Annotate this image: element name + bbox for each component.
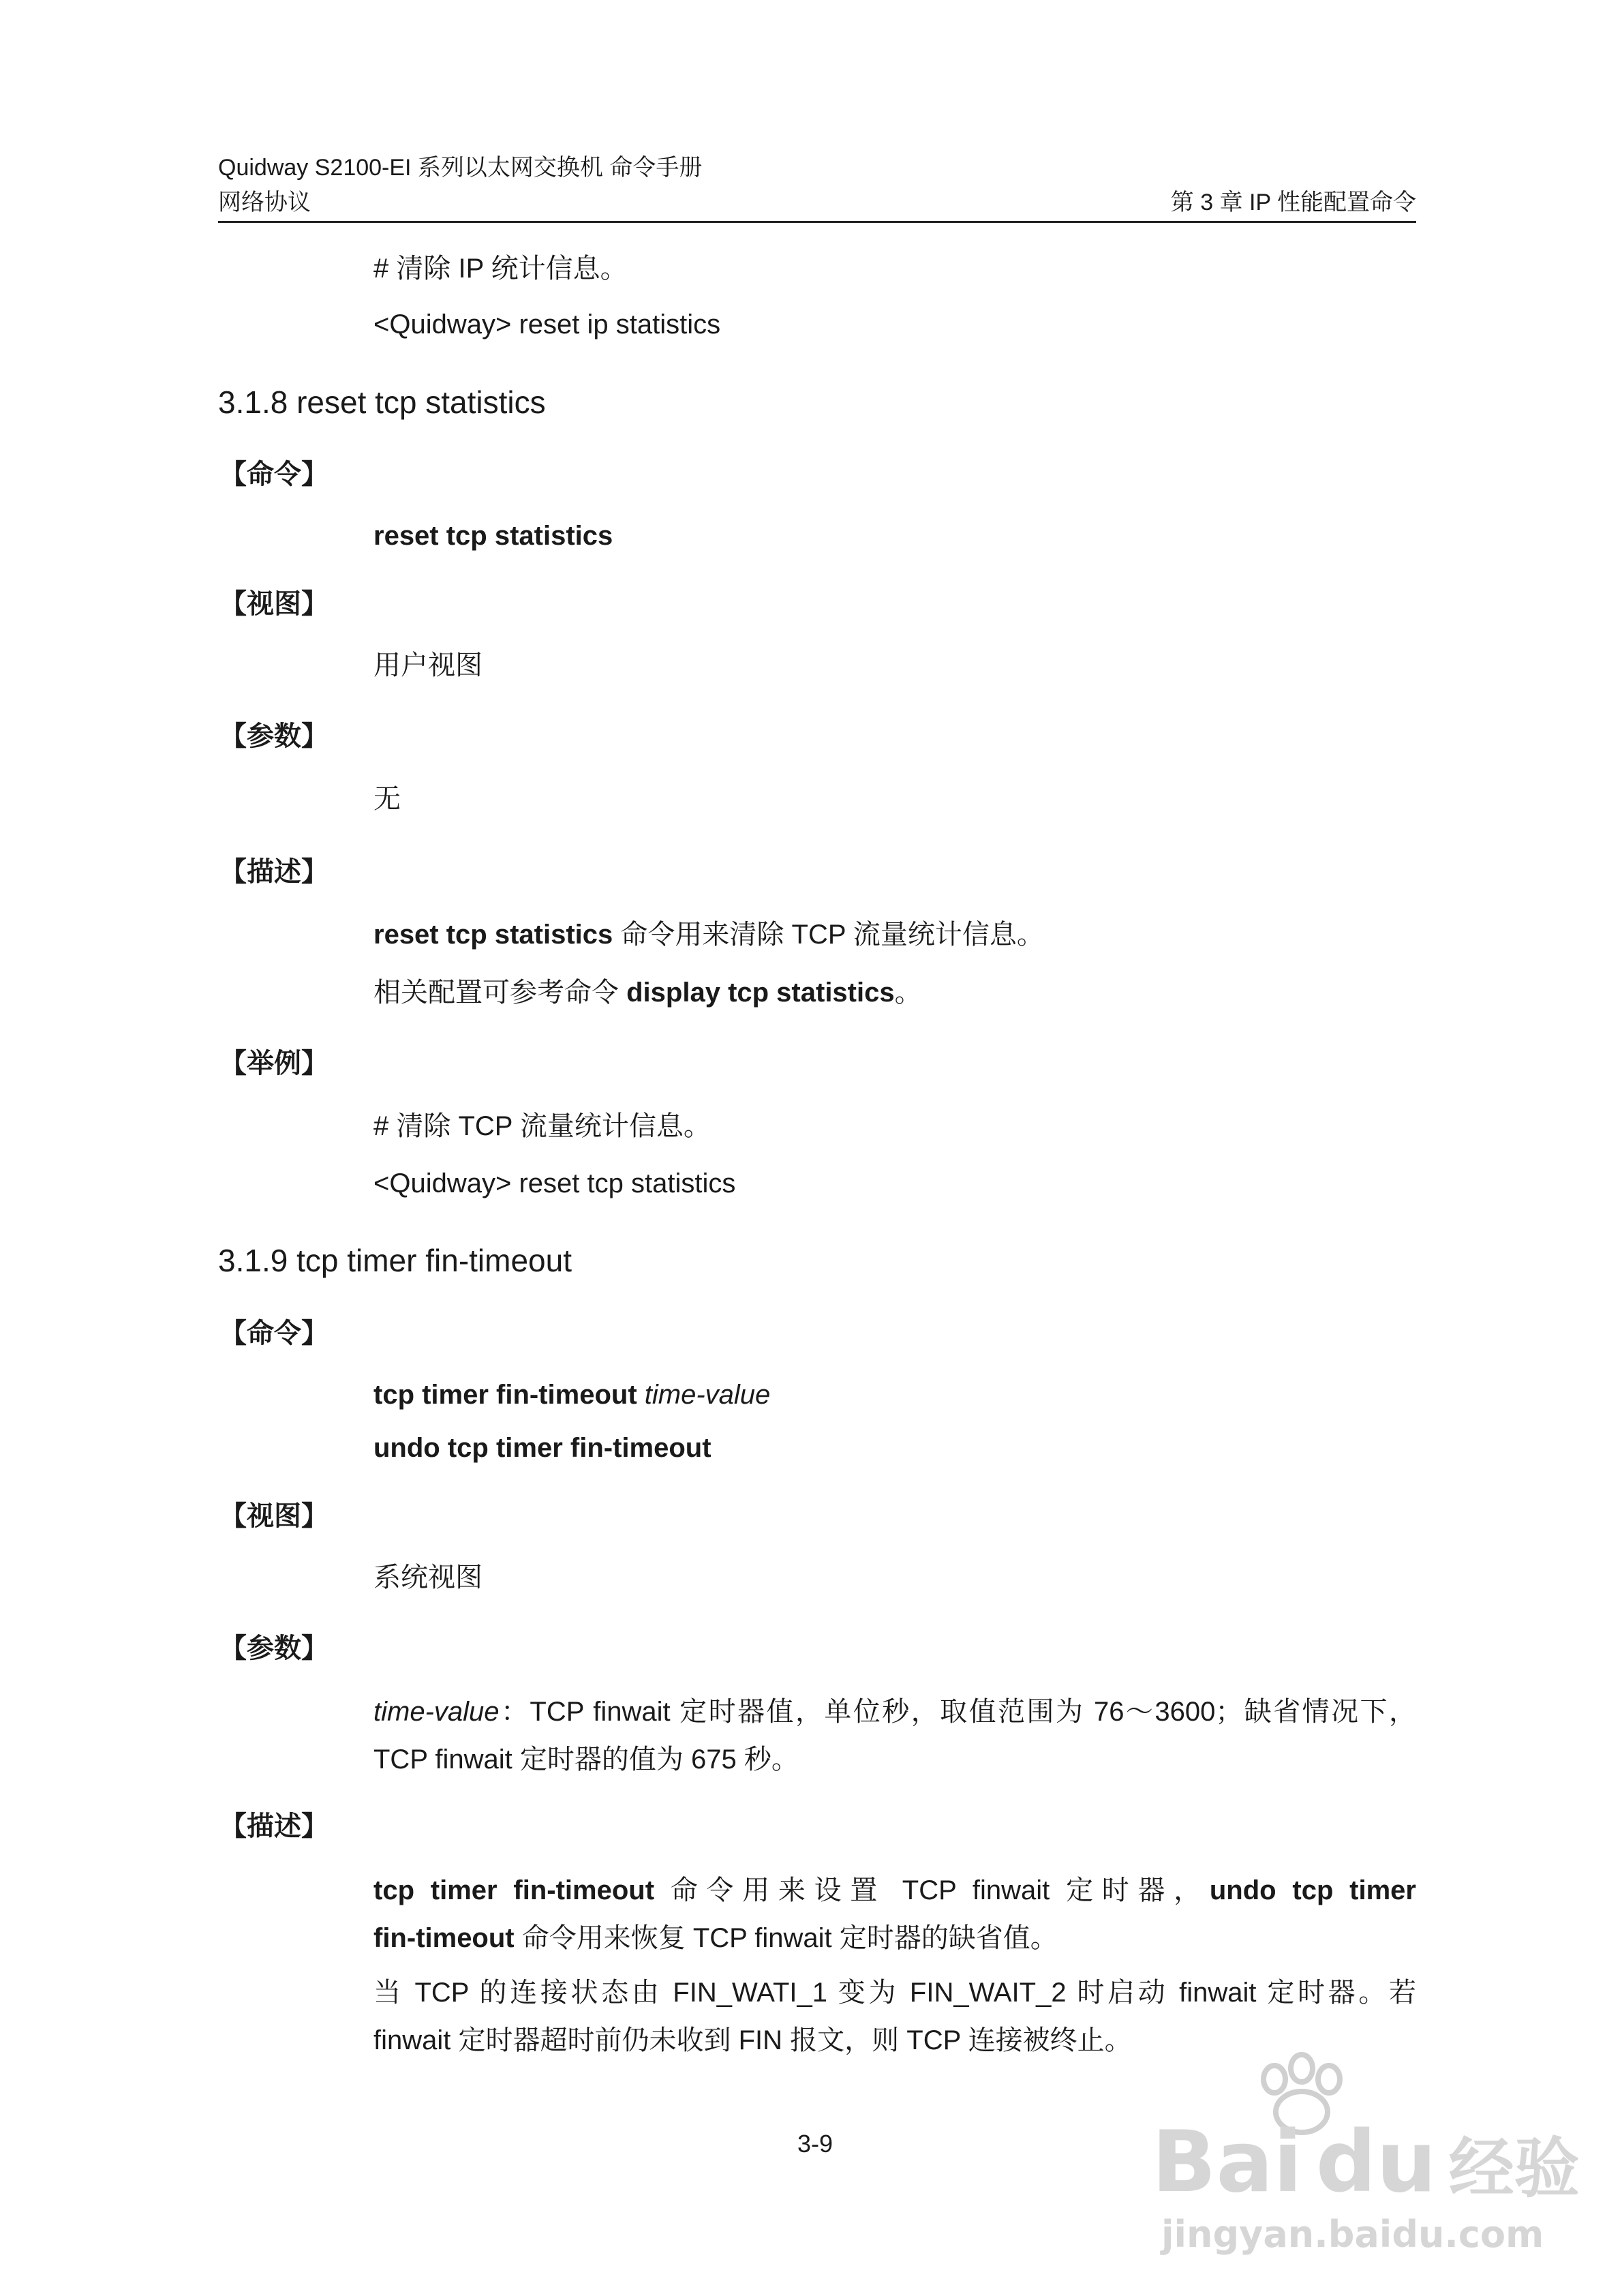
section-name: 网络协议 — [218, 190, 311, 215]
example-command: <Quidway> reset tcp statistics — [373, 1168, 736, 1198]
example-comment: # 清除 IP 统计信息。 — [373, 254, 628, 284]
label-view: 【视图】 — [219, 1501, 328, 1531]
description-paragraph — [373, 1867, 1416, 1962]
command-ref: reset tcp statistics — [373, 920, 613, 950]
description-text: 命令用来设置 TCP finwait 定时器， — [654, 1875, 1210, 1905]
description-line — [373, 918, 1044, 951]
example-command: <Quidway> reset ip statistics — [373, 309, 721, 339]
params-line-1 — [373, 1688, 1416, 1736]
label-example: 【举例】 — [219, 1048, 328, 1078]
related-text: 相关配置可参考命令 — [373, 978, 627, 1008]
state-paragraph — [373, 1969, 1416, 2064]
view-text: 用户视图 — [373, 650, 483, 680]
undo-command-ref: undo tcp timer — [1209, 1875, 1416, 1905]
label-params: 【参数】 — [219, 1633, 328, 1663]
command-keyword: tcp timer fin-timeout — [373, 1380, 637, 1410]
header-divider — [218, 221, 1416, 223]
chapter-title: 第 3 章 IP 性能配置命令 — [1170, 190, 1416, 215]
param-description: ：TCP finwait 定时器值，单位秒，取值范围为 76～3600；缺省情况下， — [499, 1697, 1416, 1727]
example-comment: # 清除 TCP 流量统计信息。 — [373, 1111, 711, 1141]
command-syntax — [373, 1378, 770, 1411]
label-description: 【描述】 — [219, 1811, 328, 1841]
label-command: 【命令】 — [219, 1318, 328, 1348]
section-heading-3-1-9: 3.1.9 tcp timer fin-timeout — [218, 1243, 572, 1278]
state-line-1: 当 TCP 的连接状态由 FIN_WATI_1 变为 FIN_WAIT_2 时启动 finwait 定时器。若 — [373, 1978, 1416, 2008]
brand-chinese: 经验 — [1448, 2130, 1580, 2207]
baidu-jingyan-watermark — [1152, 2052, 1580, 2277]
related-config-line — [373, 976, 922, 1009]
label-command: 【命令】 — [219, 459, 328, 489]
label-description: 【描述】 — [219, 857, 328, 887]
description-line-1 — [373, 1867, 1416, 1914]
command-argument: time-value — [637, 1380, 771, 1410]
watermark-brand — [1152, 2115, 1580, 2216]
label-params: 【参数】 — [219, 721, 328, 751]
state-line-2: finwait 定时器超时前仍未收到 FIN 报文，则 TCP 连接被终止。 — [373, 2025, 1132, 2055]
undo-command-ref-cont: fin-timeout — [373, 1923, 515, 1953]
description-line-2 — [373, 1914, 1416, 1962]
description-text: 命令用来恢复 TCP finwait 定时器的缺省值。 — [514, 1923, 1058, 1953]
manual-title: Quidway S2100-EI 系列以太网交换机 命令手册 — [218, 155, 703, 181]
label-view: 【视图】 — [219, 589, 328, 619]
params-text: 无 — [373, 784, 401, 814]
command-ref: tcp timer fin-timeout — [373, 1875, 655, 1905]
related-command-ref: display tcp statistics — [626, 978, 895, 1008]
command-syntax: reset tcp statistics — [373, 521, 613, 551]
brand-part-2: du — [1315, 2113, 1437, 2211]
section-heading-3-1-8: 3.1.8 reset tcp statistics — [218, 384, 546, 420]
param-name: time-value — [373, 1697, 500, 1727]
undo-command-syntax: undo tcp timer fin-timeout — [373, 1433, 711, 1463]
description-text: 命令用来清除 TCP 流量统计信息。 — [613, 920, 1044, 950]
brand-part-1: Bai — [1152, 2113, 1302, 2211]
watermark-url: jingyan.baidu.com — [1161, 2213, 1544, 2256]
params-line-2: TCP finwait 定时器的值为 675 秒。 — [373, 1744, 799, 1774]
view-text: 系统视图 — [373, 1562, 483, 1592]
page-number: 3-9 — [797, 2130, 833, 2158]
sentence-end: 。 — [894, 978, 922, 1008]
params-paragraph — [373, 1688, 1416, 1783]
